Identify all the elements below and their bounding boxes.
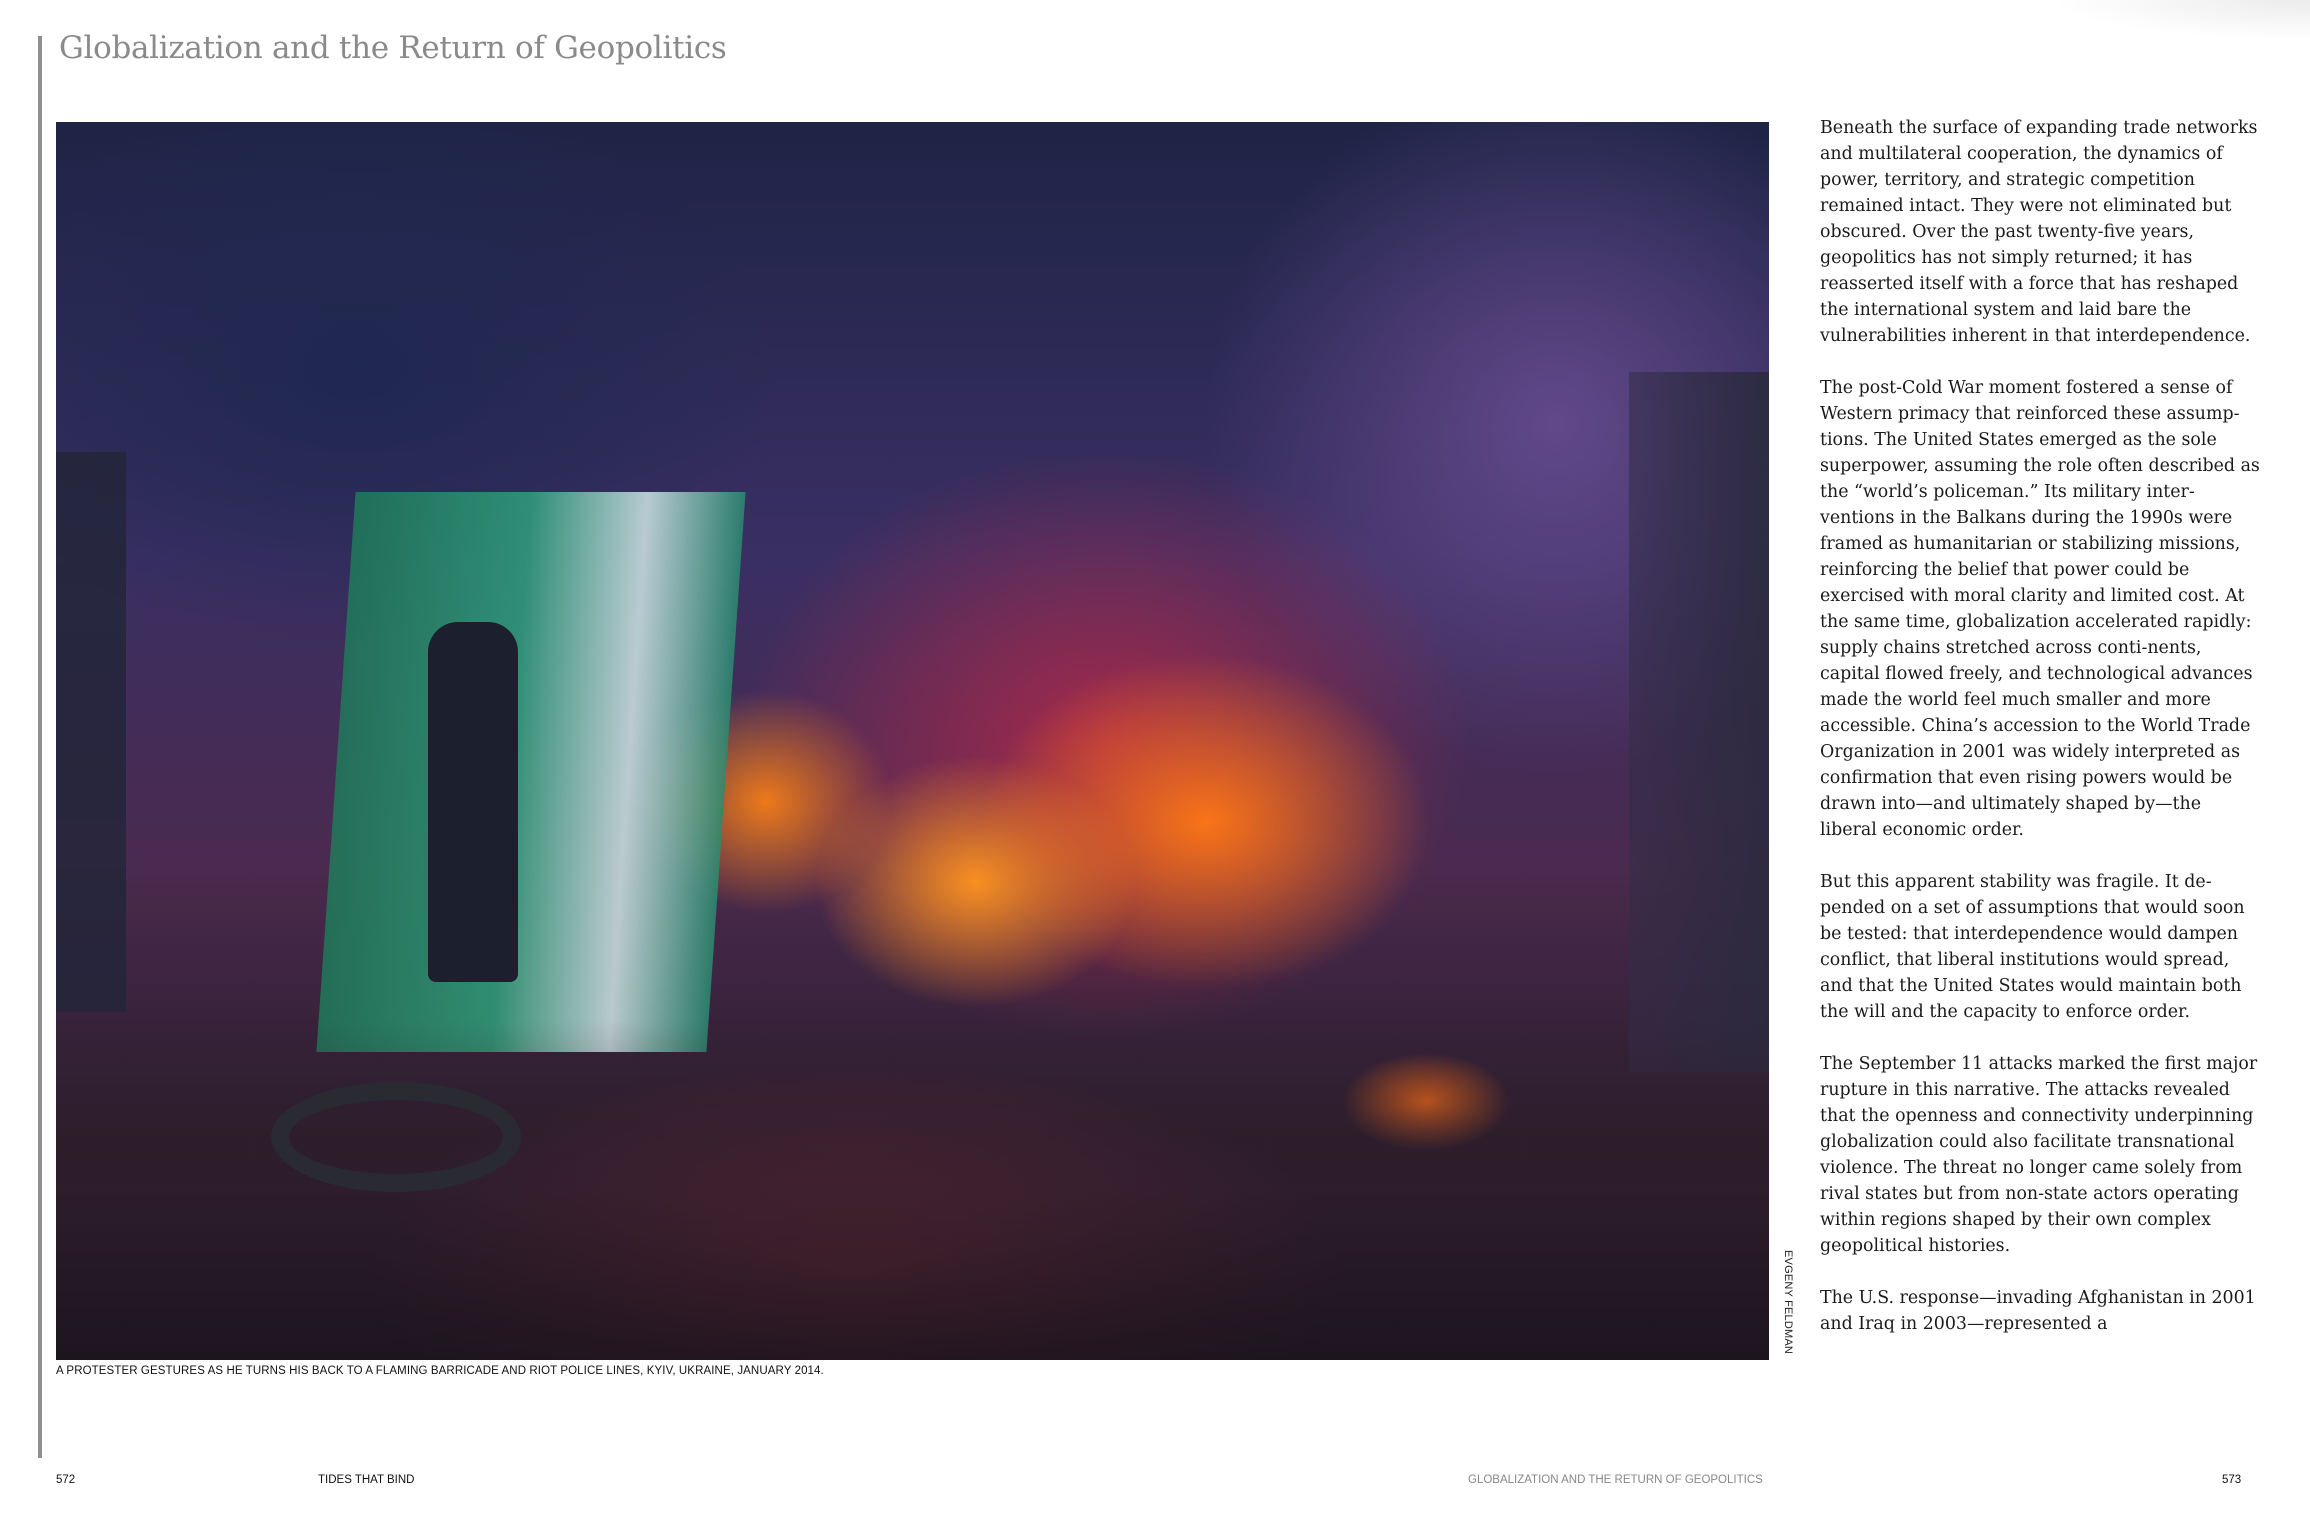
photo-tire	[271, 1082, 521, 1192]
margin-rule	[38, 36, 42, 1458]
page-number-left: 572	[56, 1474, 76, 1486]
photo-debris-left	[56, 452, 126, 1012]
running-head-left: TIDES THAT BIND	[318, 1474, 415, 1486]
photo-debris-right	[1629, 372, 1769, 1072]
page-corner-shadow	[2050, 0, 2310, 40]
photo-caption: A PROTESTER GESTURES AS HE TURNS HIS BACK TO A FLAMING BARRICADE AND RIOT POLICE LINES, KYIV, UKRAINE, JANUARY 2014.	[56, 1365, 824, 1377]
photo-protester-figure	[428, 622, 518, 982]
article-paragraph: Beneath the surface of expanding trade networks and multilateral cooperation, the dynamics of power, territory, and strategic competition remained intact. They were not eliminated but obscured. Over the past twenty-five years, geopolitics has not simply returned; it has reasserted itself with a force that has reshaped the international system and laid bare the vulnerabilities inherent in that interdependence.	[1820, 118, 2258, 346]
article-body	[1820, 115, 2260, 1363]
article-paragraph: But this apparent stability was fragile. It de-pended on a set of assumptions that would soon be tested: that interdependence would dampen conflict, that liberal institutions would spread, and that the United States would maintain both the will and the capacity to enforce order.	[1820, 872, 2245, 1022]
page-number-right: 573	[2222, 1474, 2242, 1486]
article-paragraph: The September 11 attacks marked the first major rupture in this narrative. The attacks revealed that the openness and connectivity underpinning globalization could also facilitate transnational violence. The threat no longer came solely from rival states but from non-state actors operating within regions shaped by their own complex geopolitical histories.	[1820, 1054, 2258, 1256]
photo-green-panel	[316, 492, 745, 1052]
photo-credit: EVGENY FELDMAN	[1782, 1250, 1794, 1355]
article-paragraph: The U.S. response—invading Afghanistan in 2001 and Iraq in 2003—represented a	[1820, 1288, 2256, 1334]
article-paragraph: The post-Cold War moment fostered a sense of Western primacy that reinforced these assump-tions. The United States emerged as the sole superpower, assuming the role often described as the “world’s policeman.” Its military inter-ventions in the Balkans during the 1990s were framed as humanitarian or stabilizing missions, reinforcing the belief that power could be exercised with moral clarity and limited cost. At the same time, globalization accelerated rapidly: supply chains stretched across conti-nents, capital flowed freely, and technological advances made the world feel much smaller and more accessible. China’s accession to the World Trade Organization in 2001 was widely interpreted as confirmation that even rising powers would be drawn into—and ultimately shaped by—the liberal economic order.	[1820, 378, 2260, 840]
photo-ground	[56, 1020, 1769, 1360]
feature-photo	[56, 122, 1769, 1360]
page-title: Globalization and the Return of Geopolitics	[59, 30, 727, 66]
running-head-right: GLOBALIZATION AND THE RETURN OF GEOPOLITICS	[1468, 1474, 1763, 1486]
